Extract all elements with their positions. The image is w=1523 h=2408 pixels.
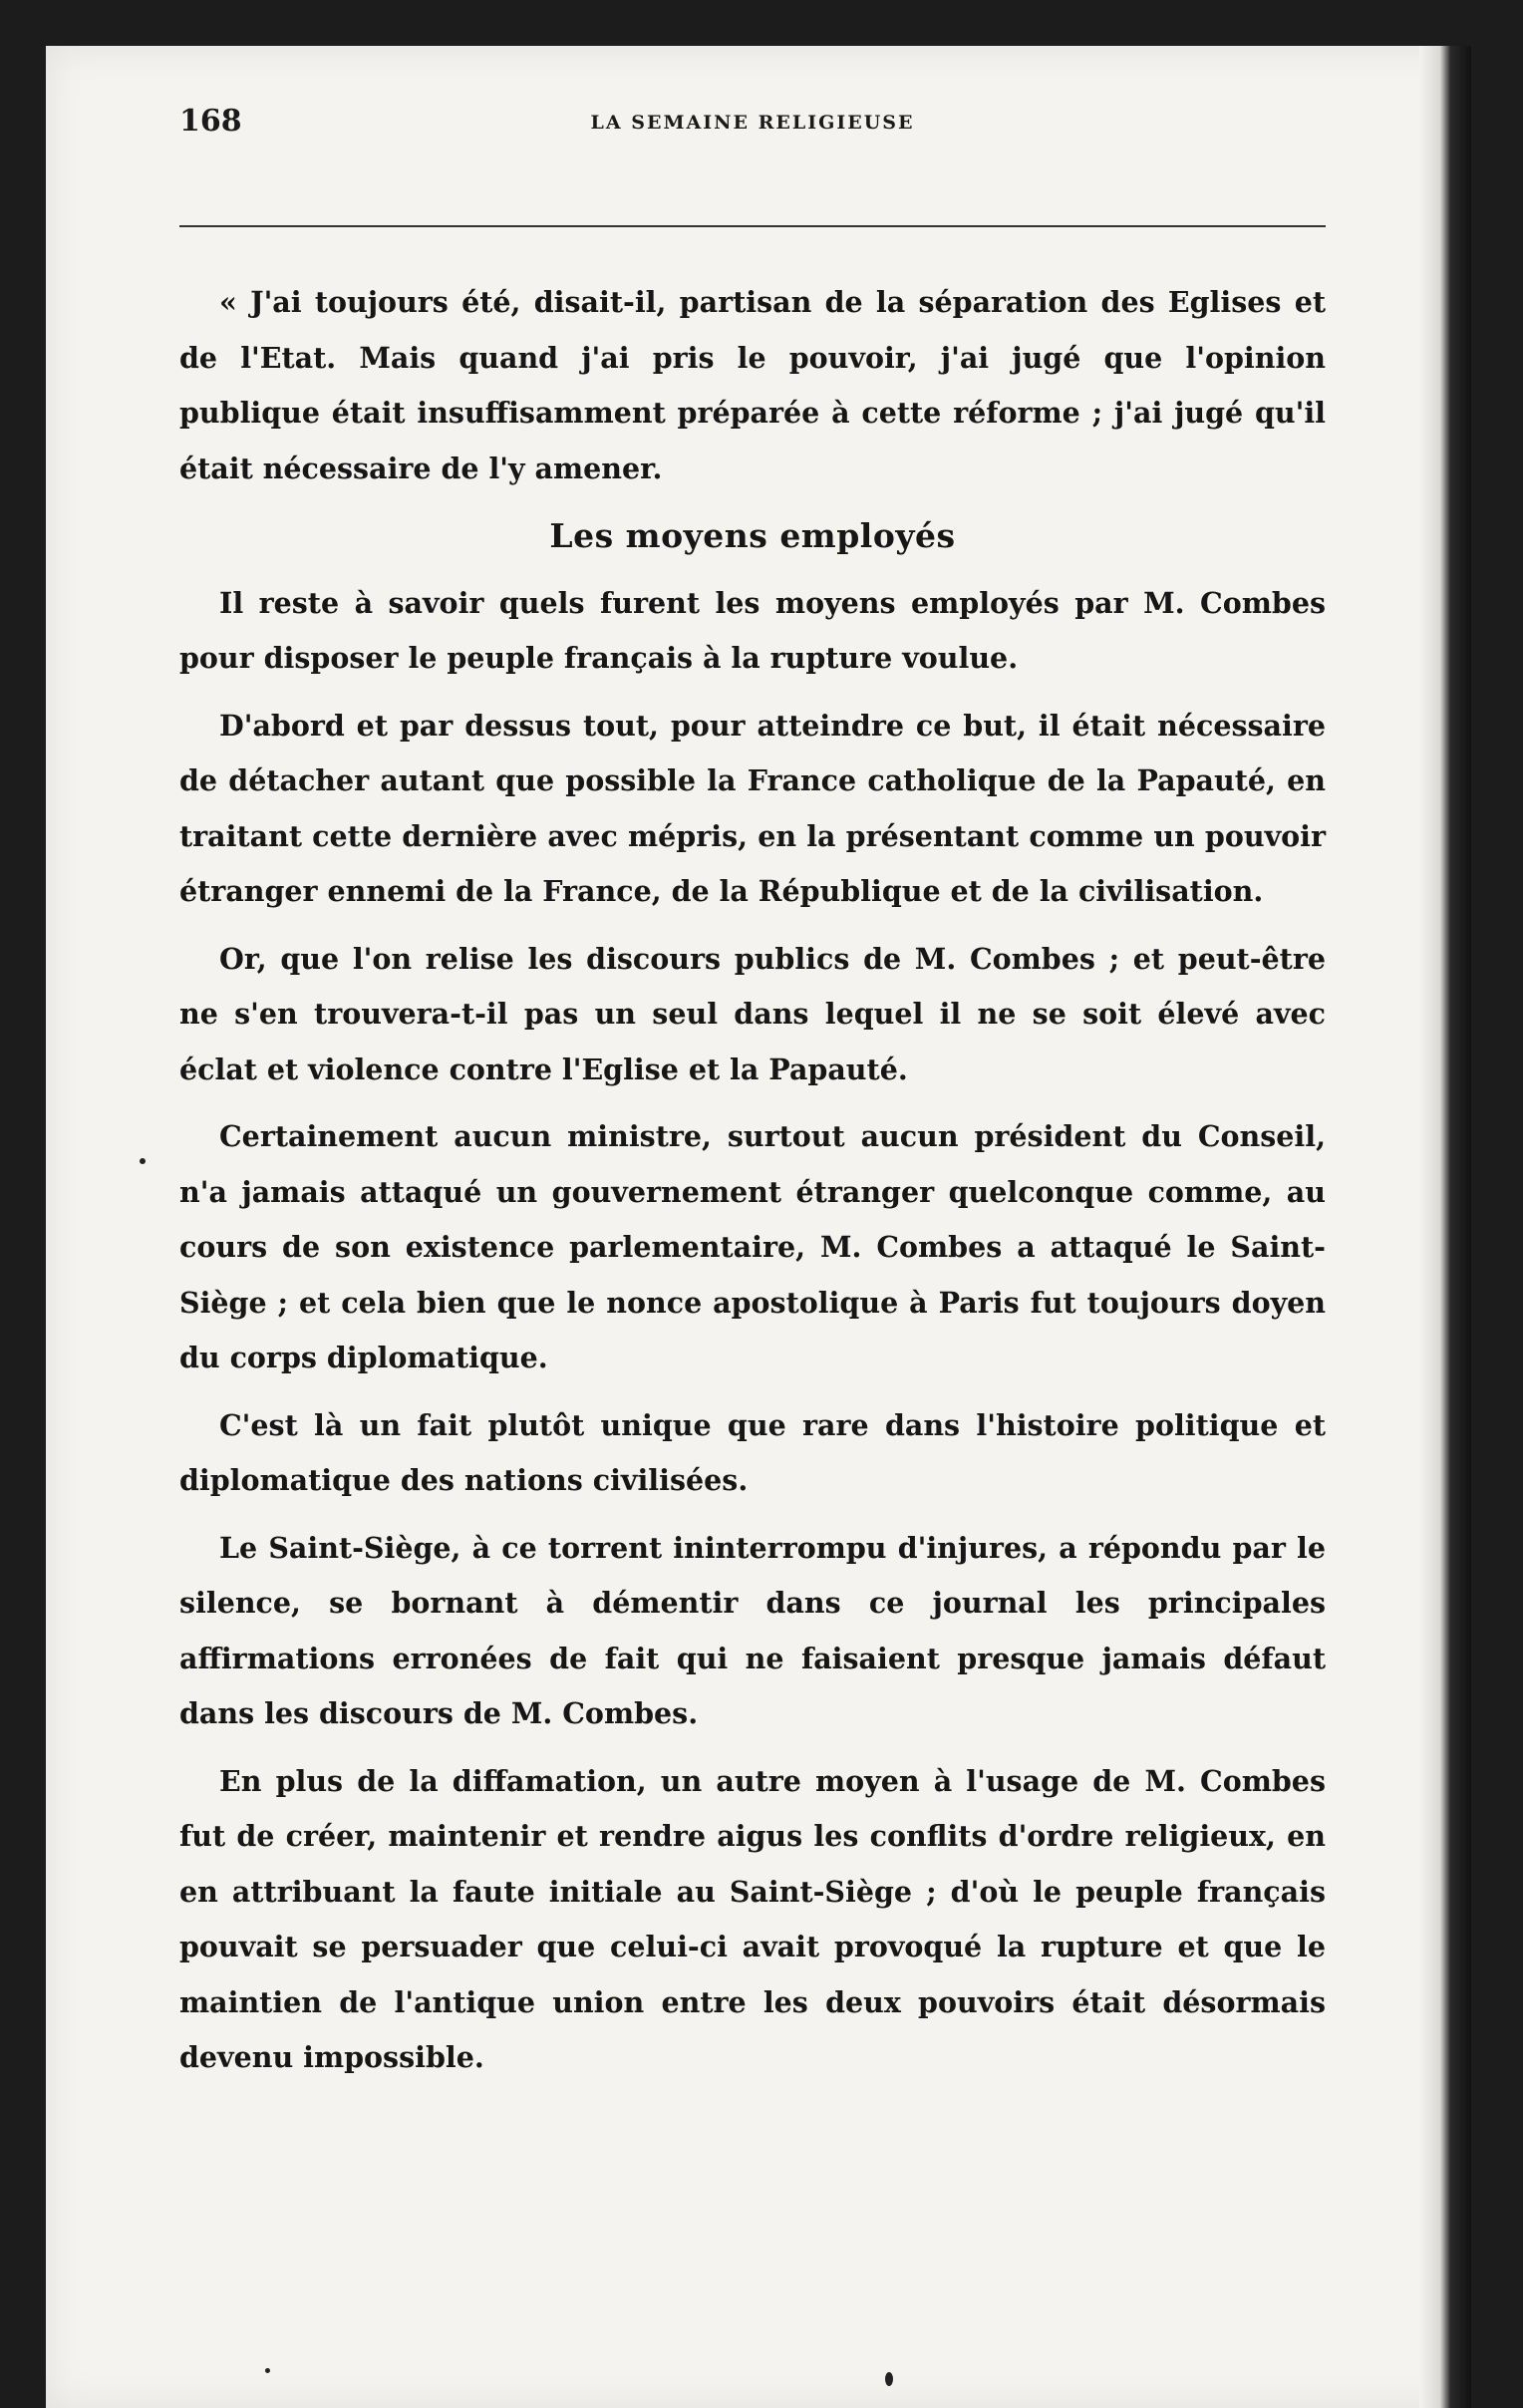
header-rule [179,225,1326,227]
paragraph: Or, que l'on relise les discours publics de M. Combes ; et peut-être ne s'en trouvera-t-il pas un seul dans lequel il ne se soit élevé avec éclat et violence contre l'Eglise et la Papauté. [179,941,1326,1086]
page-number: 168 [179,104,242,139]
section-heading: Les moyens employés [549,516,956,555]
scan-speck [885,2372,893,2386]
running-title: LA SEMAINE RELIGIEUSE [590,112,915,134]
scan-speck [265,2368,270,2373]
page-binding-edge [1419,46,1471,2408]
paragraph: Certainement aucun ministre, surtout aucun président du Conseil, n'a jamais attaqué un gouvernement étranger quelconque comme, au cours de son existence parlementaire, M. Combes a attaqué le Saint-Siège ; et cela bien que le nonce apostolique à Paris fut toujours doyen du corps diplomatique. [179,1119,1326,1374]
paragraph: D'abord et par dessus tout, pour atteindre ce but, il était nécessaire de détacher autant que possible la France catholique de la Papauté, en traitant cette dernière avec mépris, en la présentant comme un pouvoir étranger ennemi de la France, de la République et de la civilisation. [179,708,1326,908]
paragraph: En plus de la diffamation, un autre moyen à l'usage de M. Combes fut de créer, maintenir et rendre aigus les conflits d'ordre religieux, en en attribuant la faute initiale au Saint-Siège ; d'où le peuple français pouvait se persuader que celui-ci avait provoqué la rupture et que le maintien de l'antique union entre les deux pouvoirs était désormais devenu impossible. [179,1763,1326,2074]
opening-quote-paragraph: « J'ai toujours été, disait-il, partisan de la séparation des Eglises et de l'Etat. Mais quand j'ai pris le pouvoir, j'ai jugé que l'opinion publique était insuffisamment préparée à cette réforme ; j'ai jugé qu'il était nécessaire de l'y amener. [179,285,1326,485]
page-body [179,275,1326,2098]
scan-speck [140,1158,146,1164]
paragraph: Il reste à savoir quels furent les moyens employés par M. Combes pour disposer le peuple français à la rupture voulue. [179,585,1326,675]
paragraph: C'est là un fait plutôt unique que rare dans l'histoire politique et diplomatique des nations civilisées. [179,1407,1326,1497]
paragraph: Le Saint-Siège, à ce torrent ininterrompu d'injures, a répondu par le silence, se bornant à démentir dans ce journal les principales affirmations erronées de fait qui ne faisaient presque jamais défaut dans les discours de M. Combes. [179,1530,1326,1730]
page-header [179,100,1326,159]
